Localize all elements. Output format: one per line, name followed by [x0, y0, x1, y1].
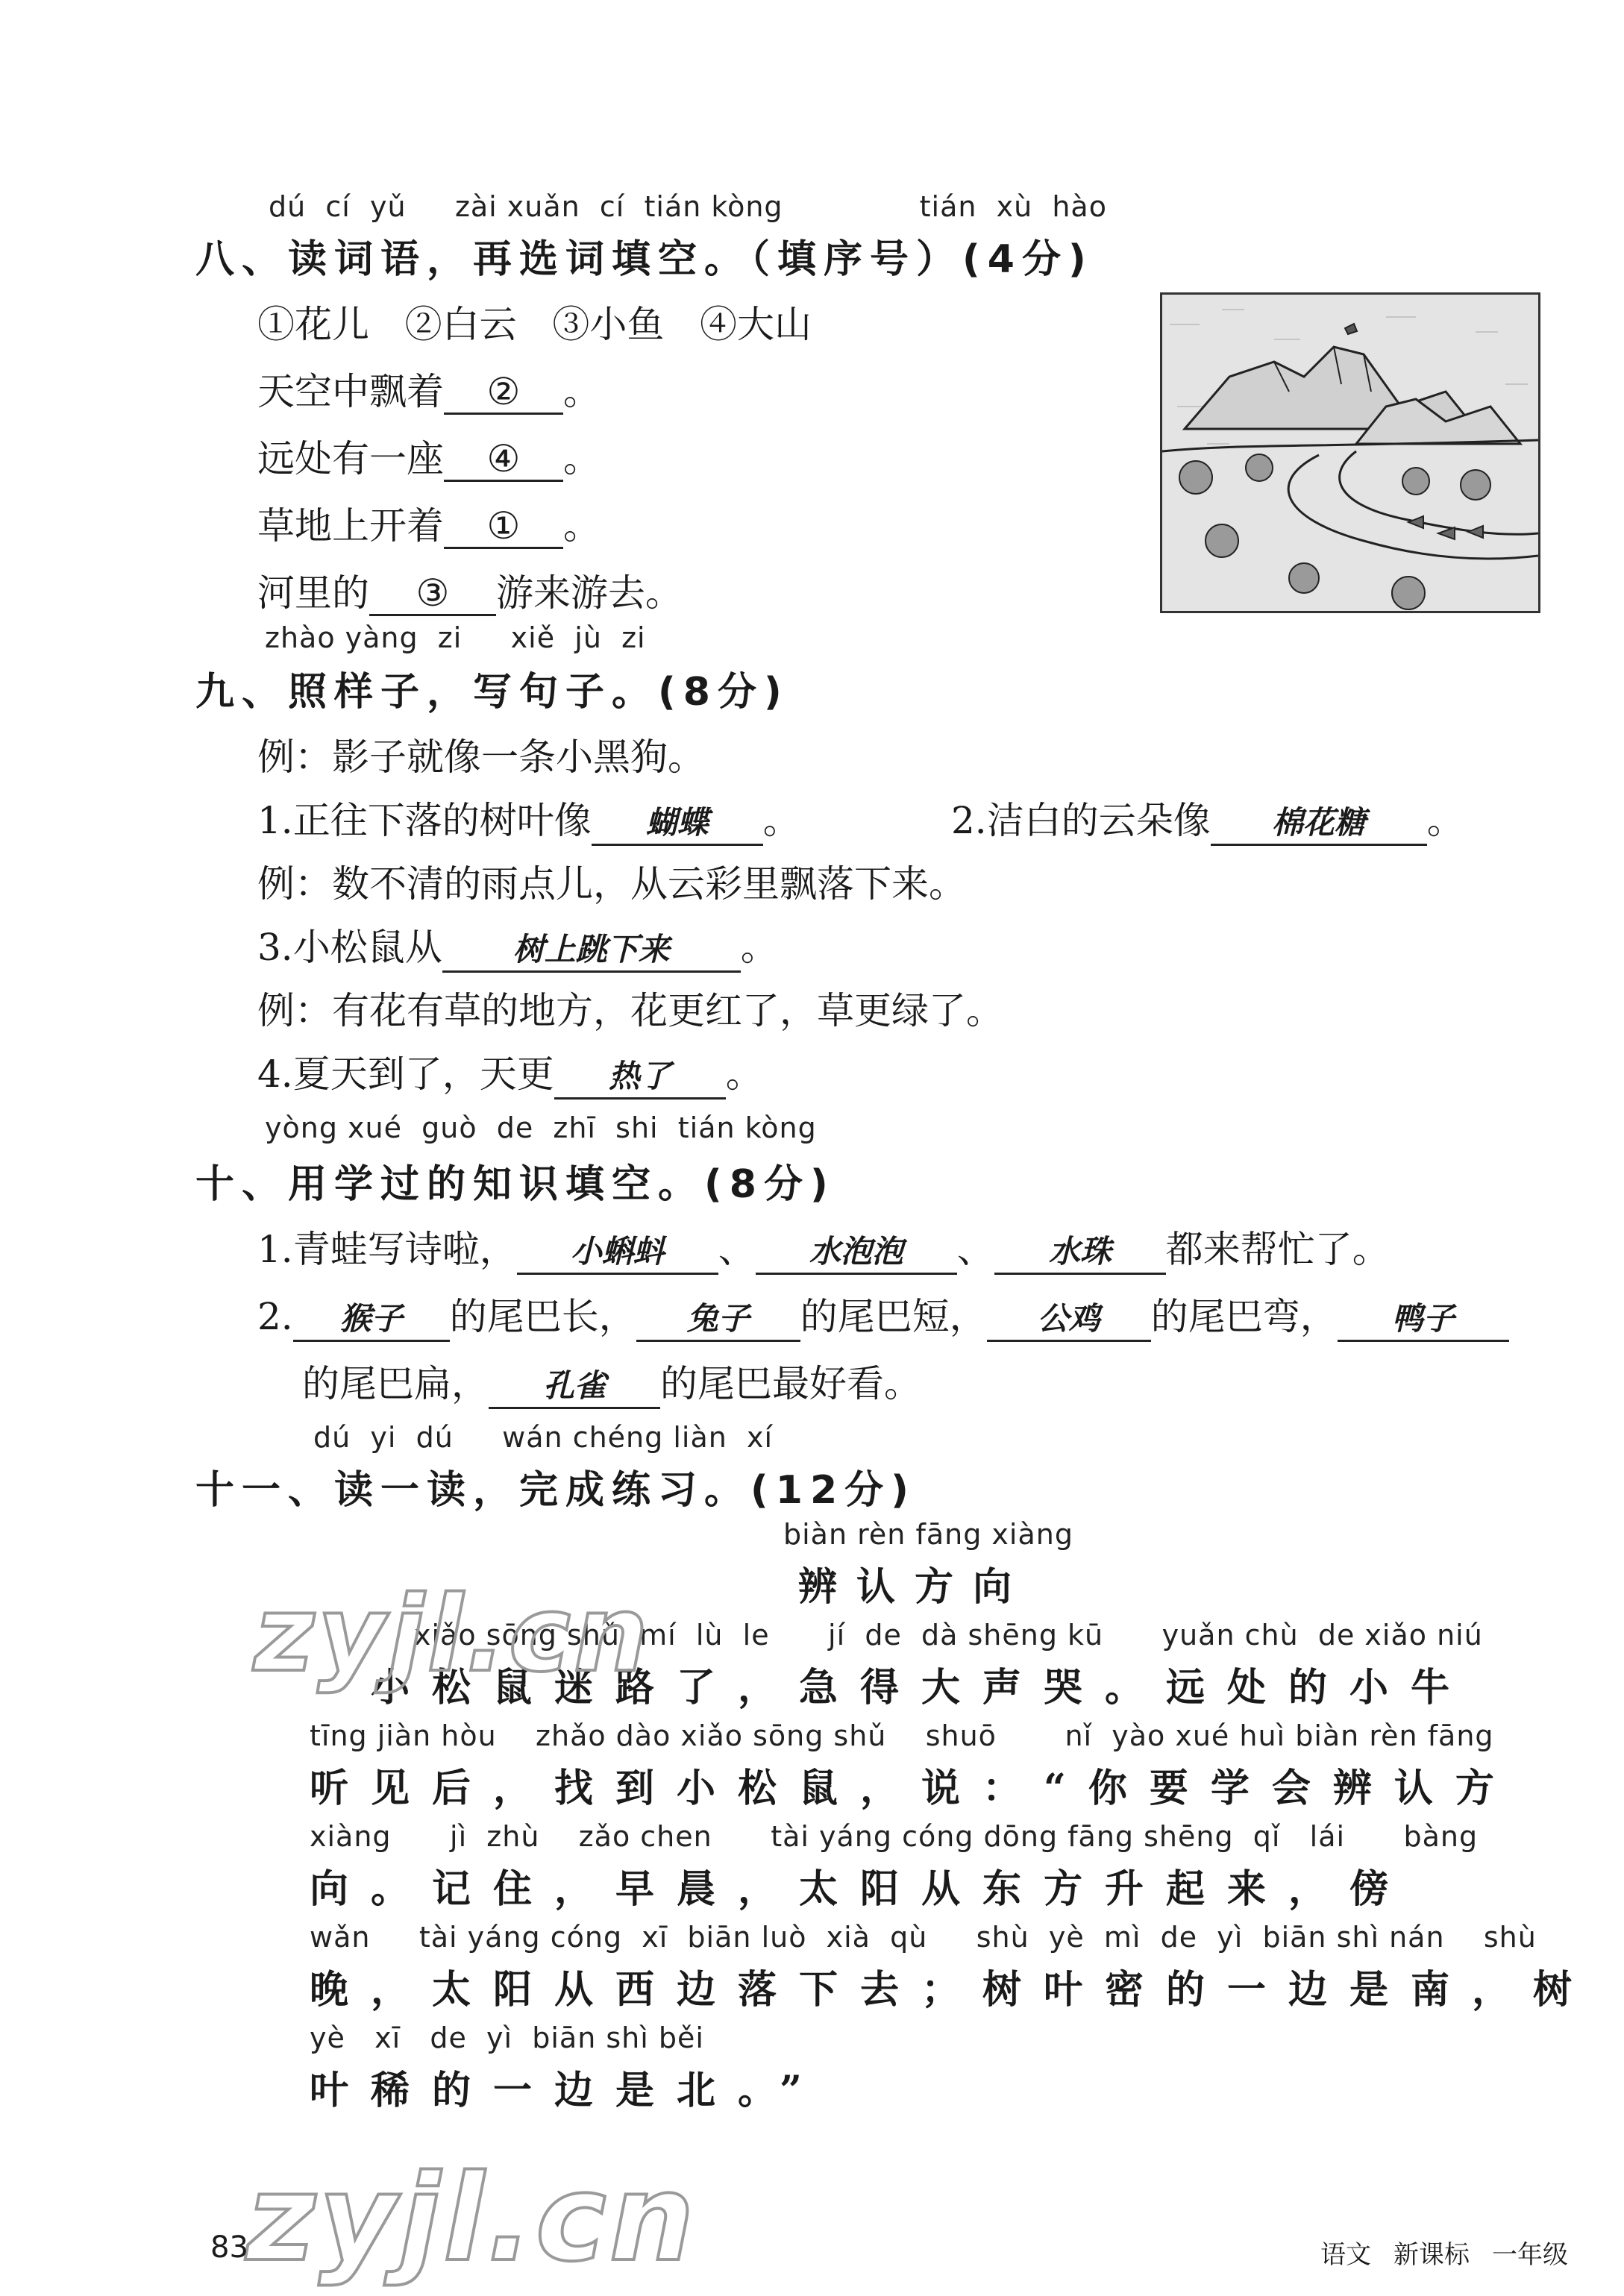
answer-blank[interactable]: ③: [369, 572, 496, 616]
answer-blank[interactable]: 水泡泡: [756, 1231, 957, 1275]
question-text: 的尾巴最好看。: [660, 1362, 921, 1405]
answer-blank[interactable]: 热了: [554, 1056, 726, 1100]
s8-row-text: 远处有一座: [257, 437, 444, 480]
question-text: 4.夏天到了，天更: [257, 1053, 554, 1096]
question-text: 的尾巴短，: [800, 1295, 987, 1338]
period: 。: [725, 1053, 763, 1096]
question-text: 1.正往下落的树叶像: [257, 799, 592, 842]
answer-blank[interactable]: 孔雀: [489, 1365, 660, 1409]
s8-row-4: [257, 563, 683, 617]
footer-grade: 一年级: [1492, 2240, 1568, 2270]
passage-text-line: 晚，太阳从西边落下去；树叶密的一边是南，树: [310, 1967, 1595, 2013]
footer-edition: 新课标: [1393, 2240, 1470, 2270]
question-text: 的尾巴长，: [449, 1295, 636, 1338]
period: 。: [740, 926, 778, 969]
passage-pinyin-line: xiǎo sōng shǔ mí lù le jí de dà shēng kū yuǎn chù de xiǎo niú: [414, 1619, 1483, 1652]
s8-pinyin: dú cí yǔ zài xuǎn cí tián kòng tián xù hào: [269, 190, 1107, 223]
answer-blank[interactable]: 小蝌蚪: [517, 1231, 718, 1275]
period: 。: [762, 799, 800, 842]
s9-q3: [257, 918, 778, 973]
period: 。: [1426, 799, 1464, 842]
question-text: 都来帮忙了。: [1165, 1228, 1390, 1271]
passage-text-line: 小松鼠迷路了，急得大声哭。远处的小牛: [310, 1665, 1473, 1710]
s8-row-1: [257, 362, 601, 415]
s8-row-3: [257, 496, 601, 550]
answer-blank[interactable]: ④: [444, 438, 563, 482]
s10-q2-line1: [257, 1287, 1509, 1342]
s8-row-text: 河里的: [257, 571, 369, 615]
passage-text-line: 听见后，找到小松鼠，说：“你要学会辨认方: [310, 1766, 1517, 1811]
question-text: 2.洁白的云朵像: [951, 799, 1211, 842]
passage-text-line: 向。记住，早晨，太阳从东方升起来，傍: [310, 1866, 1411, 1912]
s8-heading: 八、读词语，再选词填空。（填序号）(4分): [195, 237, 1094, 282]
answer-blank[interactable]: 水珠: [994, 1231, 1166, 1275]
s9-pinyin: zhào yàng zi xiě jù zi: [265, 621, 646, 654]
s9-example-3: 例：有花有草的地方，花更红了，草更绿了。: [257, 989, 1003, 1032]
s9-q4: [257, 1044, 763, 1100]
separator: 、: [718, 1228, 756, 1271]
separator: 、: [956, 1228, 994, 1271]
s10-q1: [257, 1220, 1390, 1275]
question-text: 的尾巴弯，: [1150, 1295, 1338, 1338]
passage-title: 辨认方向: [798, 1565, 1032, 1610]
s8-row-end: 游来游去。: [496, 571, 683, 615]
s9-heading: 九、照样子，写句子。(8分): [195, 670, 789, 715]
answer-blank[interactable]: 公鸡: [987, 1298, 1151, 1342]
answer-blank[interactable]: ②: [444, 371, 563, 415]
answer-blank[interactable]: 棉花糖: [1211, 802, 1427, 846]
s9-q2: [951, 791, 1464, 846]
passage-pinyin-line: xiàng jì zhù zǎo chen tài yáng cóng dōng fāng shēng qǐ lái bàng: [310, 1820, 1479, 1853]
watermark: zyjl.cn: [254, 1574, 651, 1696]
passage-text-line: 叶稀的一边是北。”: [310, 2068, 824, 2113]
question-text: 1.青蛙写诗啦，: [257, 1228, 517, 1271]
s8-row-end: 。: [563, 437, 601, 480]
answer-blank[interactable]: 猴子: [293, 1298, 450, 1342]
question-text: 3.小松鼠从: [257, 926, 442, 969]
question-number: 2.: [257, 1295, 293, 1338]
s8-row-end: 。: [563, 370, 601, 413]
passage-title-pinyin: biàn rèn fāng xiàng: [783, 1518, 1073, 1551]
landscape-drawing: [1162, 295, 1538, 611]
s8-row-text: 天空中飘着: [257, 370, 444, 413]
footer-subject: 语文: [1320, 2240, 1371, 2270]
watermark: zyjl.cn: [246, 2148, 697, 2288]
s10-pinyin: yòng xué guò de zhī shi tián kòng: [265, 1111, 817, 1144]
s9-example-2: 例：数不清的雨点儿，从云彩里飘落下来。: [257, 862, 966, 906]
footer-info: [1320, 2234, 1590, 2271]
passage-pinyin-line: yè xī de yì biān shì běi: [310, 2021, 704, 2054]
answer-blank[interactable]: 鸭子: [1338, 1298, 1509, 1342]
s8-row-end: 。: [563, 504, 601, 548]
page-number: 83: [210, 2230, 248, 2265]
s8-row-text: 草地上开着: [257, 504, 444, 548]
s10-q2-line2: [302, 1354, 921, 1409]
answer-blank[interactable]: 兔子: [636, 1298, 800, 1342]
s9-q1: [257, 791, 800, 846]
s10-heading: 十、用学过的知识填空。(8分): [195, 1162, 835, 1207]
passage-pinyin-line: tīng jiàn hòu zhǎo dào xiǎo sōng shǔ shuō nǐ yào xué huì biàn rèn fāng: [310, 1719, 1494, 1752]
s9-example-1: 例：影子就像一条小黑狗。: [257, 735, 705, 779]
answer-blank[interactable]: ①: [444, 505, 563, 549]
landscape-illustration: [1160, 292, 1540, 613]
s11-pinyin: dú yi dú wán chéng liàn xí: [313, 1421, 774, 1454]
answer-blank[interactable]: 蝴蝶: [592, 802, 763, 846]
s8-options: ①花儿 ②白云 ③小鱼 ④大山: [257, 303, 812, 346]
passage-pinyin-line: wǎn tài yáng cóng xī biān luò xià qù shù yè mì de yì biān shì nán shù: [310, 1921, 1537, 1954]
s11-heading: 十一、读一读，完成练习。(12分): [195, 1468, 916, 1513]
question-text: 的尾巴扁，: [302, 1362, 489, 1405]
answer-blank[interactable]: 树上跳下来: [442, 929, 741, 973]
s8-row-2: [257, 429, 601, 483]
